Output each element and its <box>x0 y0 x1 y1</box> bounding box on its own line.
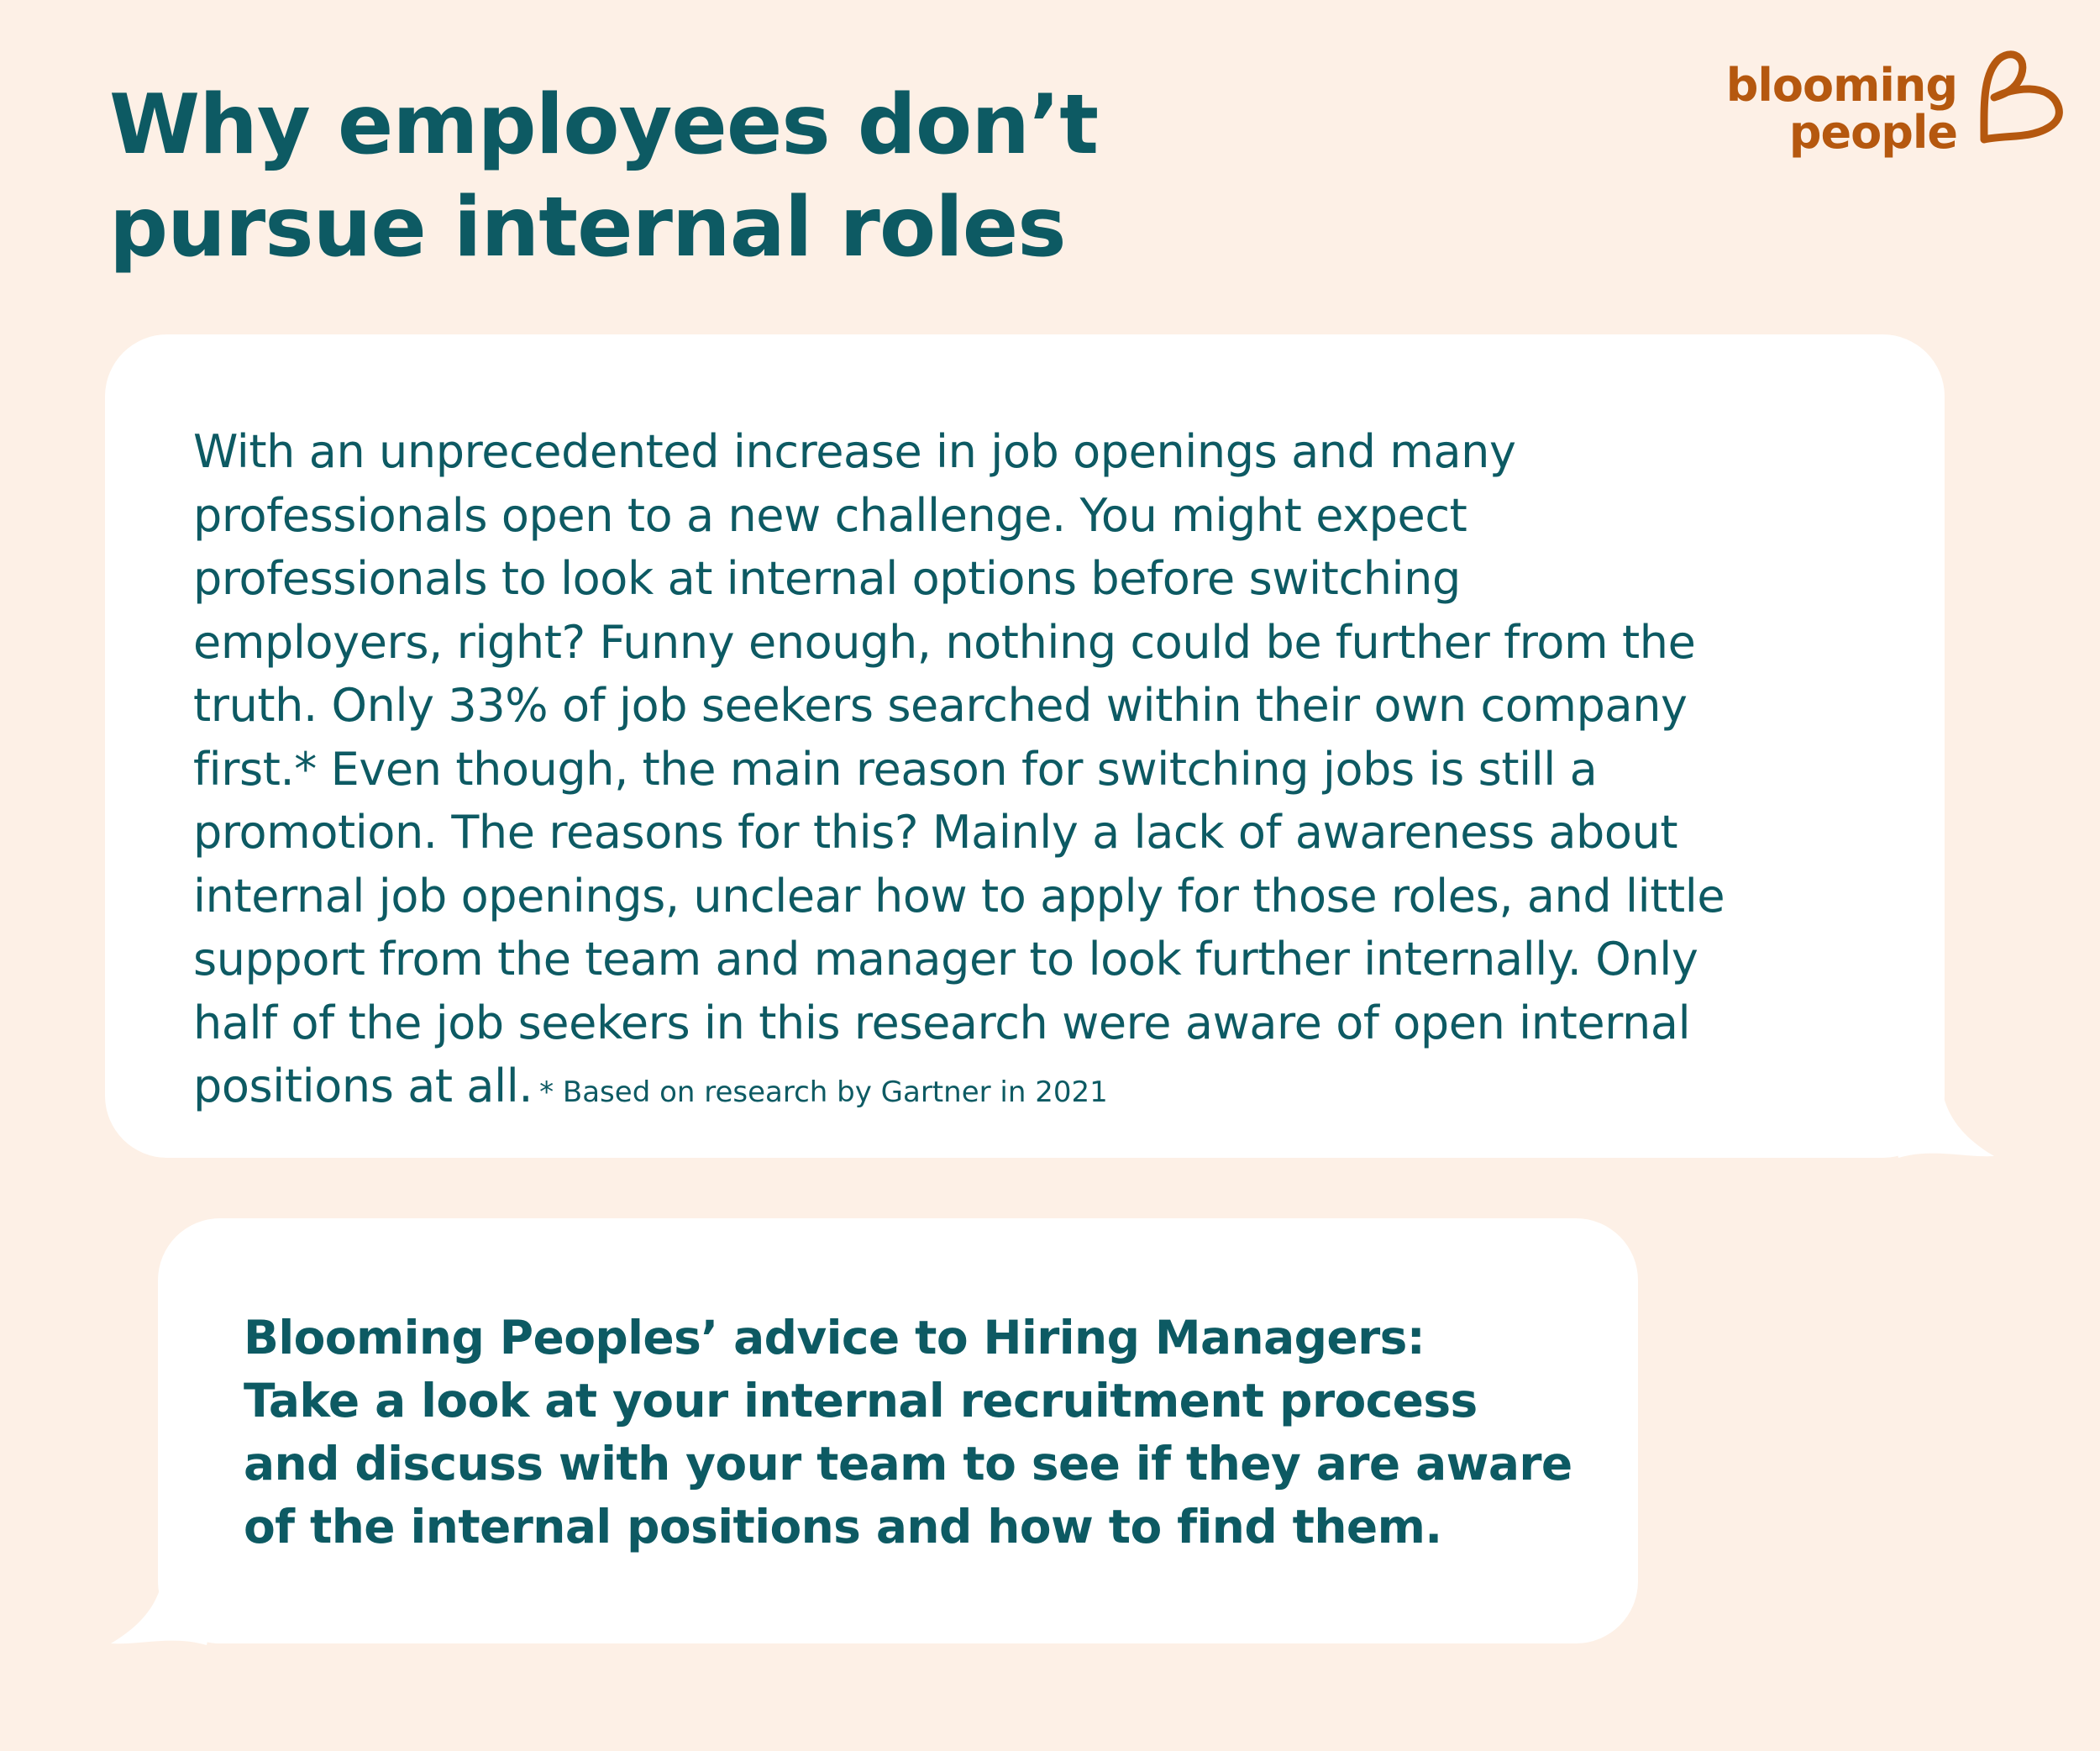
logo-line-2: people <box>1788 106 1957 159</box>
intro-last-line <box>193 1054 1890 1125</box>
intro-line: first.* Even though, the main reason for switching jobs is still a <box>193 742 1598 796</box>
intro-line: half of the job seekers in this research were aware of open internal <box>193 996 1691 1049</box>
advice-line: and discuss with your team to see if they are aware <box>244 1437 1572 1491</box>
brand-logo <box>1725 49 2066 166</box>
logo-line-1: blooming <box>1725 59 1957 112</box>
advice-line: of the internal positions and how to find them. <box>244 1500 1442 1554</box>
intro-line: support from the team and manager to look further internally. Only <box>193 933 1698 986</box>
intro-bubble-tail <box>1882 1075 1999 1159</box>
b-flower-icon <box>1966 49 2066 158</box>
intro-line: truth. Only 33% of job seekers searched within their own company <box>193 679 1688 732</box>
intro-line: positions at all. <box>193 1060 533 1112</box>
intro-line: promotion. The reasons for this? Mainly a lack of awareness about <box>193 806 1678 859</box>
intro-paragraph <box>193 420 1890 1125</box>
page-title <box>109 74 1098 279</box>
advice-paragraph <box>244 1307 1604 1559</box>
advice-heading: Blooming Peoples’ advice to Hiring Managers: <box>244 1311 1425 1365</box>
intro-line: internal job openings, unclear how to apply for those roles, and little <box>193 869 1725 923</box>
title-line-1: Why employees don’t <box>109 77 1099 173</box>
logo-wordmark <box>1725 59 1957 159</box>
intro-line: employers, right? Funny enough, nothing could be further from the <box>193 615 1696 669</box>
footnote: * Based on research by Gartner in 2021 <box>539 1075 1108 1109</box>
intro-line: professionals open to a new challenge. You might expect <box>193 488 1467 542</box>
advice-bubble-tail <box>106 1563 223 1647</box>
intro-line: professionals to look at internal options before switching <box>193 552 1461 605</box>
title-line-2: pursue internal roles <box>109 180 1066 276</box>
intro-line: With an unprecedented increase in job openings and many <box>193 425 1516 478</box>
advice-line: Take a look at your internal recruitment process <box>244 1374 1478 1428</box>
